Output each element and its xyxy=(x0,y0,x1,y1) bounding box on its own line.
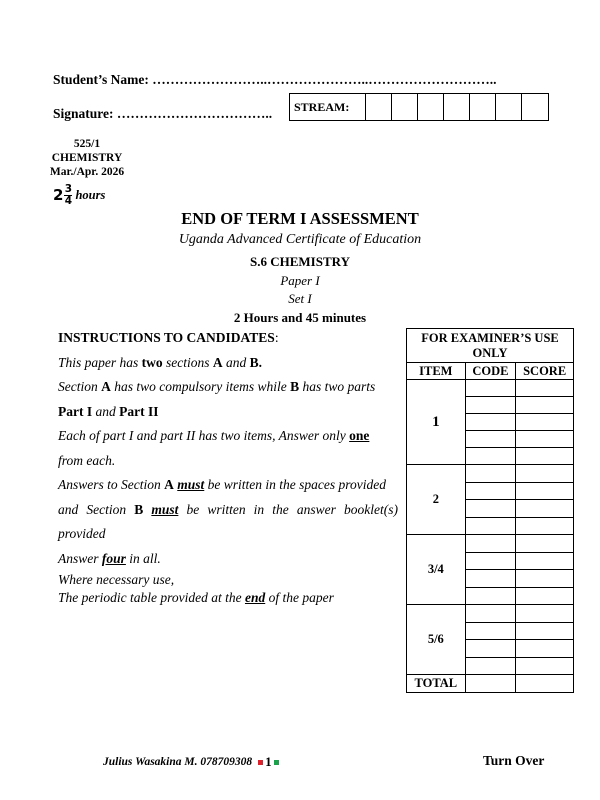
score-cell[interactable] xyxy=(516,482,574,500)
code-cell[interactable] xyxy=(465,465,516,483)
code-cell[interactable] xyxy=(465,622,516,640)
code-cell[interactable] xyxy=(465,500,516,518)
instruction-line: from each. xyxy=(58,452,116,468)
footer-author-block xyxy=(103,754,281,770)
set-number: Set I xyxy=(288,291,312,306)
instruction-line: Each of part I and part II has two items, Answer only one xyxy=(58,428,370,443)
footer-author: Julius Wasakina M. 078709308 xyxy=(103,756,253,768)
item-cell: 3/4 xyxy=(407,535,466,605)
code-cell[interactable] xyxy=(465,535,516,553)
instruction-line: This paper has two sections A and B. xyxy=(58,354,263,370)
page-number: 1 xyxy=(265,754,272,769)
certificate-title: Uganda Advanced Certificate of Education xyxy=(178,232,422,247)
code-cell[interactable] xyxy=(465,397,516,414)
duration-unit: hours xyxy=(75,187,106,202)
score-cell[interactable] xyxy=(516,605,574,623)
code-cell[interactable] xyxy=(465,482,516,500)
stream-box[interactable] xyxy=(522,94,548,120)
stream-label: STREAM: xyxy=(290,94,366,120)
paper-date: Mar./Apr. 2026 xyxy=(49,166,125,178)
score-cell[interactable] xyxy=(516,640,574,658)
item-cell: 1 xyxy=(407,380,466,465)
duration-denominator: 4 xyxy=(64,194,73,207)
score-cell[interactable] xyxy=(516,380,574,397)
stream-field xyxy=(289,93,549,121)
stream-box[interactable] xyxy=(496,94,522,120)
class-title: S.6 CHEMISTRY xyxy=(250,254,350,269)
duration-fraction xyxy=(64,184,72,207)
stream-box[interactable] xyxy=(418,94,444,120)
paper-duration xyxy=(53,180,105,210)
examiner-table-title: FOR EXAMINER’S USE ONLY xyxy=(407,329,574,363)
code-cell[interactable] xyxy=(465,448,516,465)
instruction-line: Section A has two compulsory items while B has two parts xyxy=(58,379,376,394)
code-cell[interactable] xyxy=(465,605,516,623)
score-cell[interactable] xyxy=(516,587,574,605)
turn-over: Turn Over xyxy=(483,753,545,768)
instructions xyxy=(58,326,398,607)
code-cell[interactable] xyxy=(465,570,516,588)
code-cell[interactable] xyxy=(465,640,516,658)
item-cell: 2 xyxy=(407,465,466,535)
total-cell: TOTAL xyxy=(407,675,466,693)
score-cell[interactable] xyxy=(516,431,574,448)
student-name-line: Student’s Name: ……………………..…………………..……………………….. xyxy=(53,72,497,87)
col-code-header: CODE xyxy=(465,363,516,380)
code-cell[interactable] xyxy=(465,587,516,605)
score-cell[interactable] xyxy=(516,397,574,414)
score-cell[interactable] xyxy=(516,414,574,431)
duration-numerator: 3 xyxy=(64,182,73,195)
stream-box[interactable] xyxy=(392,94,418,120)
stream-box[interactable] xyxy=(444,94,470,120)
score-cell[interactable] xyxy=(516,448,574,465)
col-item-header: ITEM xyxy=(407,363,466,380)
instruction-line: Answers to Section A must be written in the spaces provided xyxy=(58,477,386,492)
score-cell[interactable] xyxy=(516,570,574,588)
code-cell[interactable] xyxy=(465,517,516,535)
paper-subject: CHEMISTRY xyxy=(51,152,123,164)
code-cell[interactable] xyxy=(465,552,516,570)
paper-code: 525/1 xyxy=(73,138,101,150)
score-cell[interactable] xyxy=(516,517,574,535)
instruction-line: The periodic table provided at the end of the paper xyxy=(58,590,334,605)
code-cell[interactable] xyxy=(465,657,516,675)
score-cell[interactable] xyxy=(516,535,574,553)
examiner-table xyxy=(406,328,574,693)
score-cell[interactable] xyxy=(516,622,574,640)
code-cell[interactable] xyxy=(465,380,516,397)
item-cell: 5/6 xyxy=(407,605,466,675)
code-cell[interactable] xyxy=(465,414,516,431)
exam-time: 2 Hours and 45 minutes xyxy=(233,310,367,325)
total-code-cell[interactable] xyxy=(465,675,516,693)
score-cell[interactable] xyxy=(516,465,574,483)
score-cell[interactable] xyxy=(516,500,574,518)
green-square-icon xyxy=(274,760,279,765)
instruction-line: provided xyxy=(58,526,106,541)
instruction-line: and Section B must be written in the answer booklet(s) xyxy=(58,501,398,517)
score-cell[interactable] xyxy=(516,552,574,570)
red-square-icon xyxy=(258,760,263,765)
score-cell[interactable] xyxy=(516,657,574,675)
instructions-heading: INSTRUCTIONS TO CANDIDATES: xyxy=(58,330,279,345)
page-title: END OF TERM I ASSESSMENT xyxy=(181,209,419,228)
instruction-line: Answer four in all. xyxy=(58,550,161,566)
paper-number: Paper I xyxy=(280,273,320,288)
total-score-cell[interactable] xyxy=(516,675,574,693)
stream-box[interactable] xyxy=(366,94,392,120)
instruction-line: Part I and Part II xyxy=(58,403,159,419)
signature-line: Signature: …………………………….. xyxy=(53,106,273,121)
instruction-line: Where necessary use, xyxy=(58,572,175,587)
stream-box[interactable] xyxy=(470,94,496,120)
duration-whole: 2 xyxy=(53,186,64,204)
col-score-header: SCORE xyxy=(516,363,574,380)
code-cell[interactable] xyxy=(465,431,516,448)
